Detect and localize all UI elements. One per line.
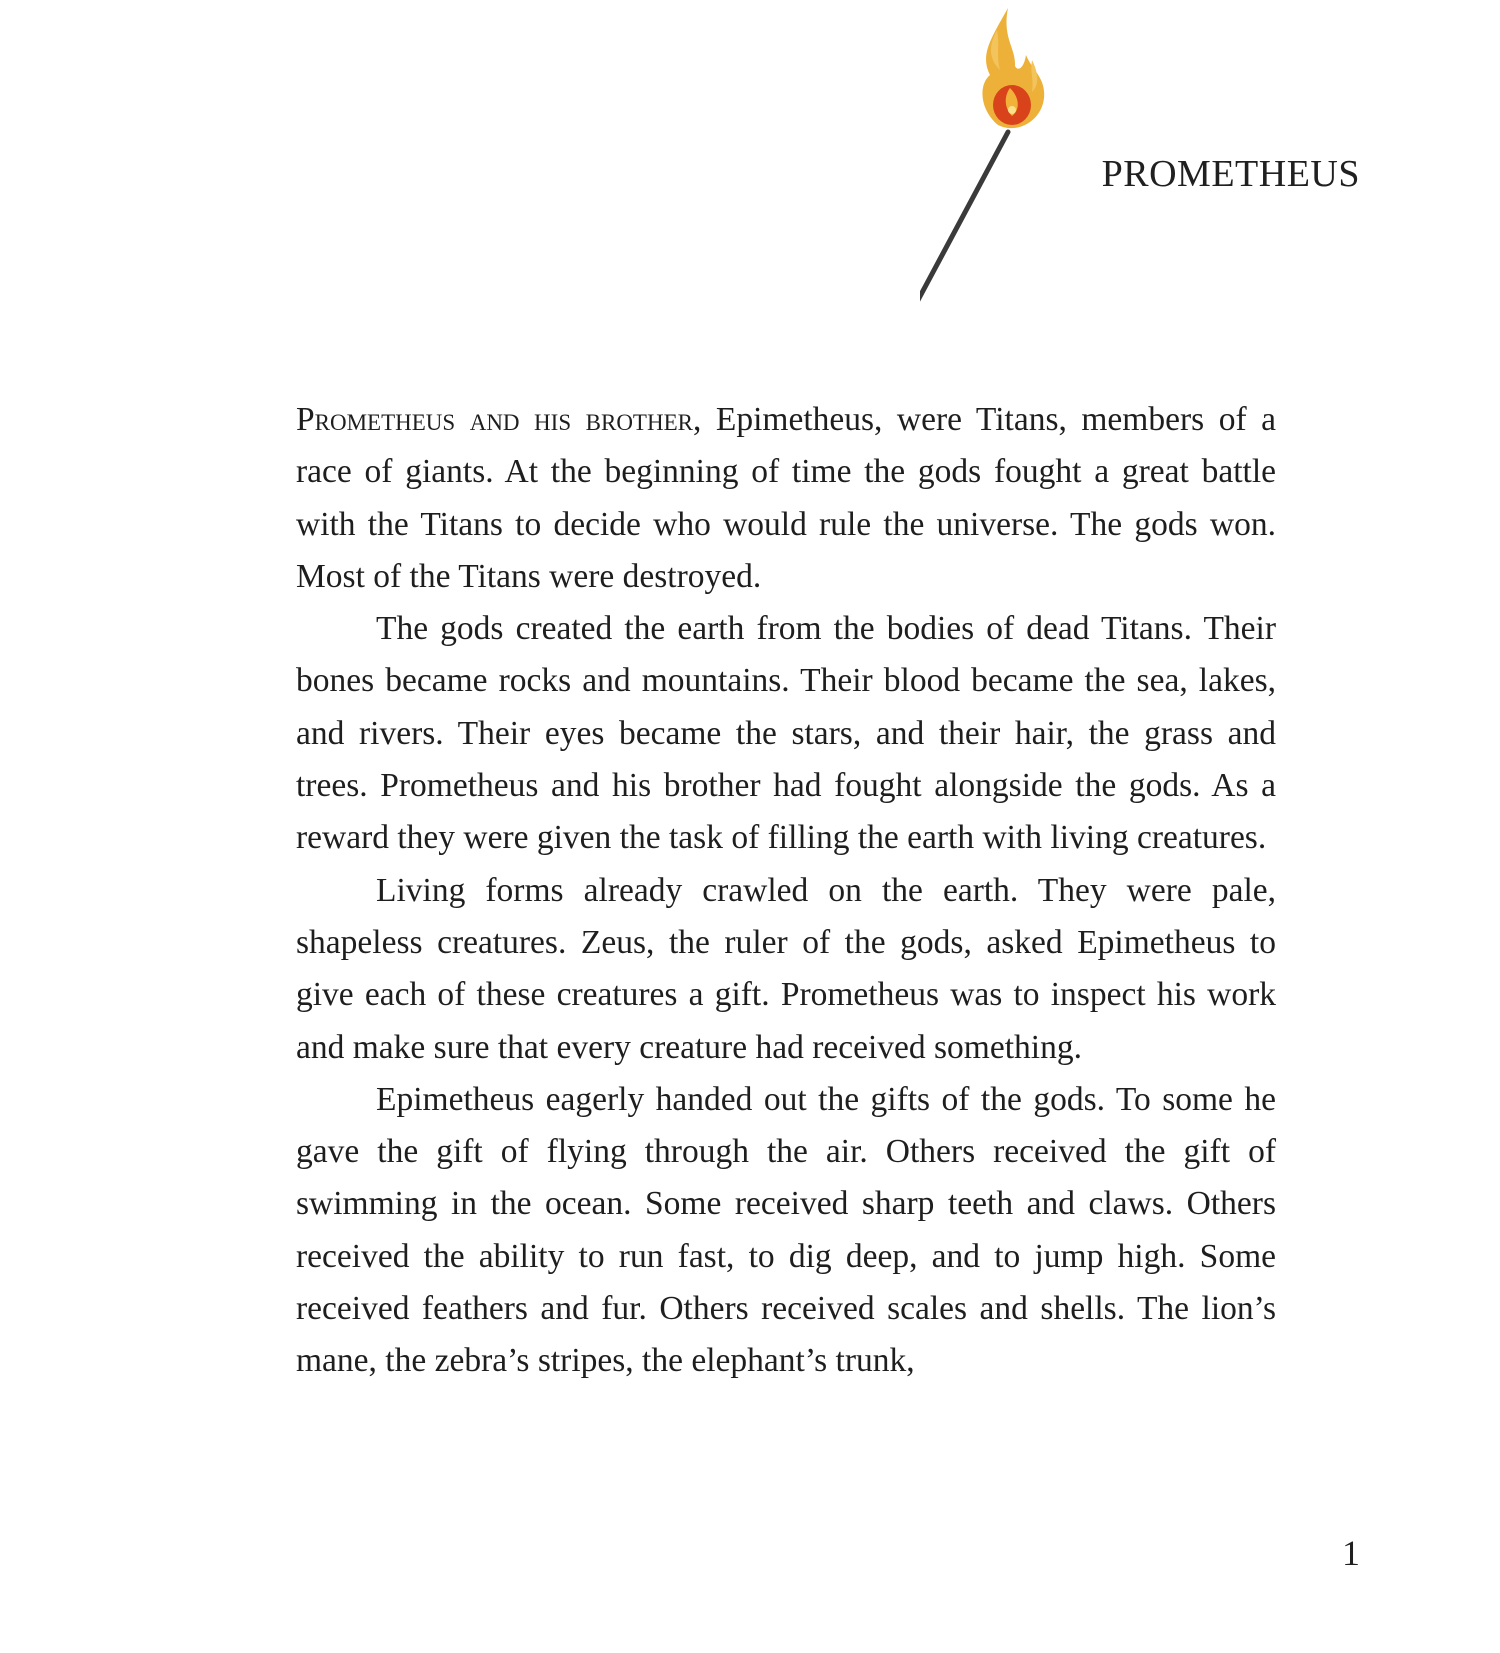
paragraph: Epimetheus eagerly handed out the gifts of the gods. To some he gave the gift of flying through the air. Others received the gift of swimming in the ocean. Some received sharp teeth and claws. Others received the ability to run fast, to dig deep, and to jump high. Some received feathers and fur. Others received scales and shells. The lion’s mane, the zebra’s stripes, the elephant’s trunk,: [296, 1080, 1276, 1380]
chapter-title: PROMETHEUS: [1101, 153, 1360, 195]
torch-ember: [1008, 106, 1016, 114]
page-number: 1: [1342, 1533, 1360, 1573]
lead-smallcaps: Prometheus and his brother,: [296, 401, 702, 438]
torch-handle: [920, 132, 1008, 330]
paragraph: [296, 394, 1276, 603]
paragraph: The gods created the earth from the bodies of dead Titans. Their bones became rocks and mountains. Their blood became the sea, lakes, and rivers. Their eyes became the stars, and their hair, the grass and trees. Prometheus and his brother had fought alongside the gods. As a reward they were given the task of filling the earth with living creatures.: [296, 610, 1276, 857]
paragraph: Living forms already crawled on the earth. They were pale, shapeless creatures. Zeus, the ruler of the gods, asked Epimetheus to give each of these creatures a gift. Prometheus was to inspect his work and make sure that every creature had received something.: [296, 871, 1276, 1066]
paragraph-text: Epimetheus, were Titans, members of a race of giants. At the beginning of time the gods fought a great battle with the Titans to decide who would rule the universe. The gods won. Most of the Titans were destroyed.: [296, 401, 1276, 595]
chapter-body: [296, 394, 1276, 1388]
